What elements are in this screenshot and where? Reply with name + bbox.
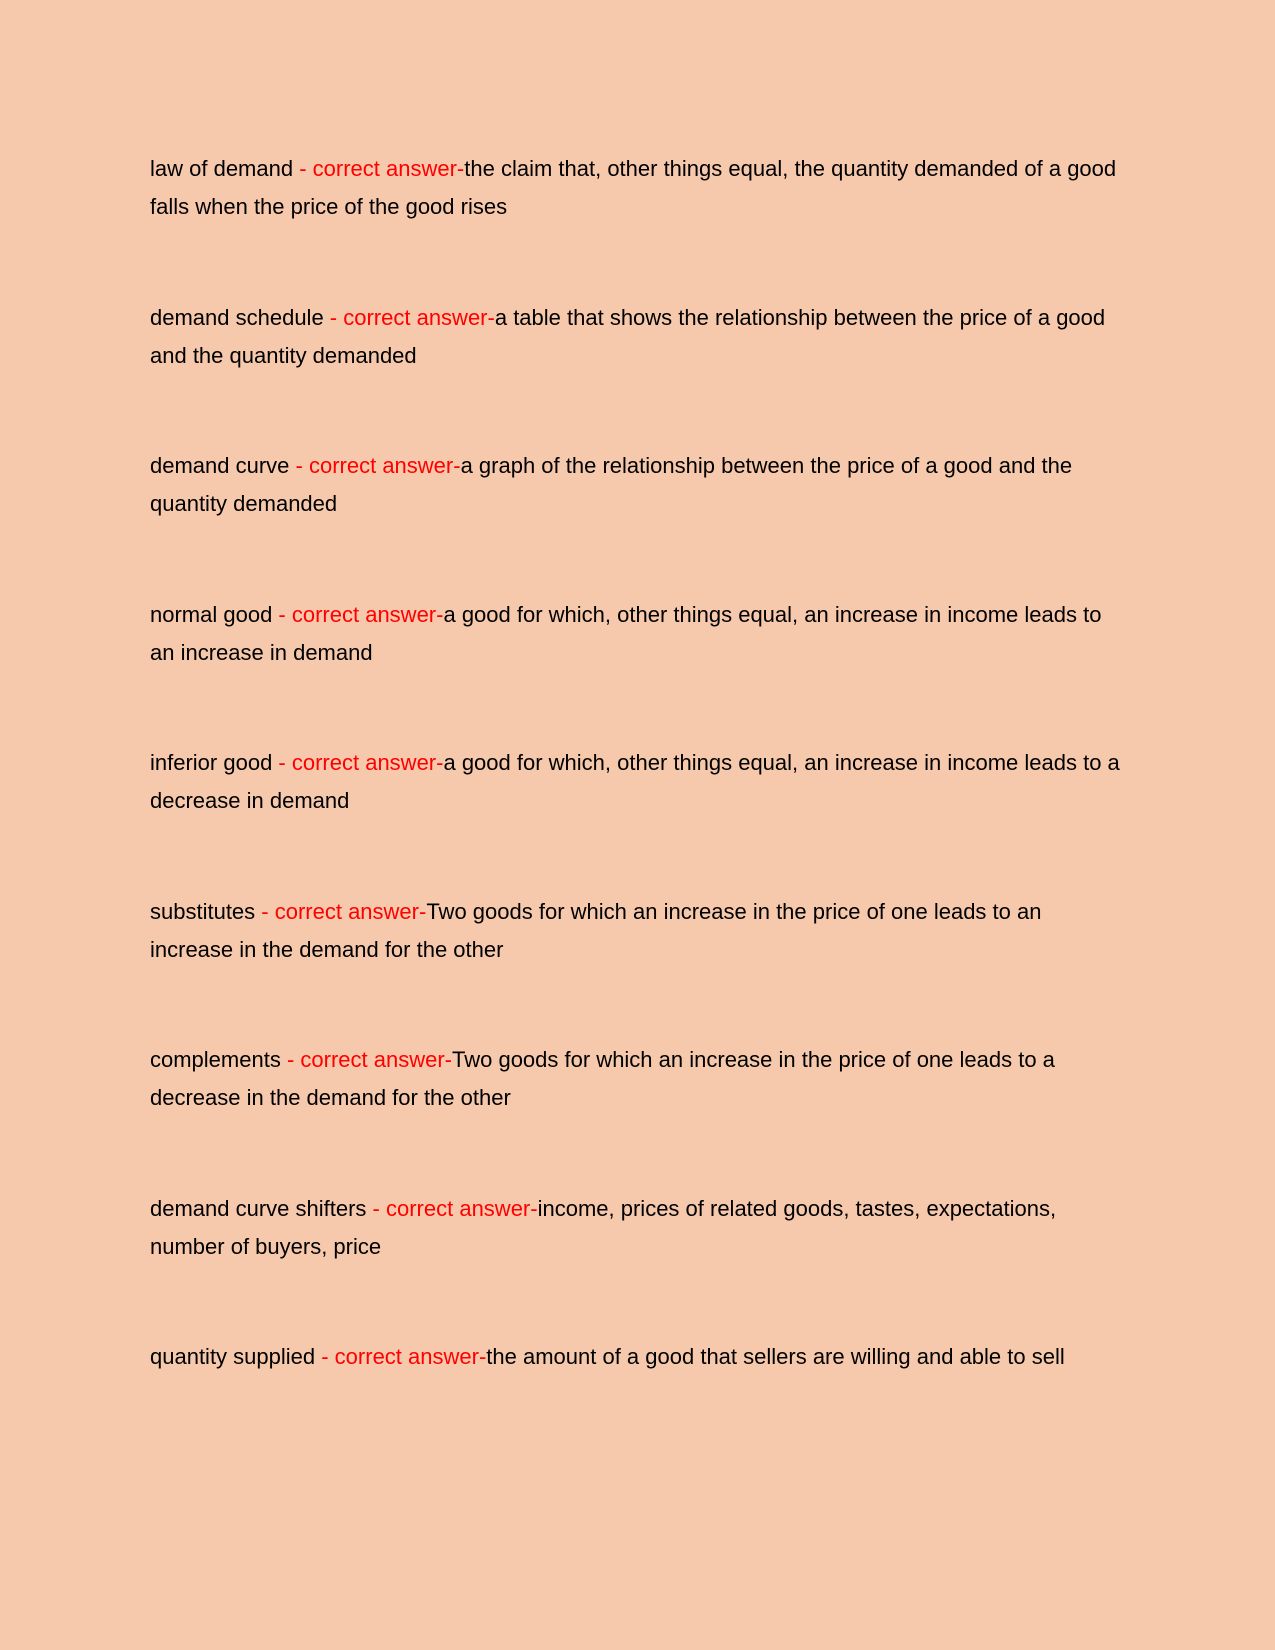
term: inferior good: [150, 750, 273, 775]
term: demand curve shifters: [150, 1195, 367, 1221]
term: substitutes: [150, 898, 256, 924]
term: demand curve: [150, 453, 290, 478]
answer-separator: - correct answer-: [366, 1195, 538, 1221]
answer-separator: - correct answer-: [293, 156, 465, 181]
definition: income, prices of related goods, tastes, expectations, number of buyers, price: [150, 1195, 1057, 1259]
definition: the amount of a good that sellers are willing and able to sell: [486, 1344, 1065, 1369]
entry-demand-curve: [150, 447, 1125, 596]
flashcard-list: [150, 150, 1125, 1487]
term: demand schedule: [150, 304, 324, 330]
answer-separator: - correct answer-: [272, 750, 444, 775]
definition: a graph of the relationship between the price of a good and the quantity demanded: [150, 453, 1073, 516]
answer-separator: - correct answer-: [323, 304, 495, 330]
entry-quantity-supplied: [150, 1338, 1125, 1487]
entry-demand-curve-shifters: [150, 1190, 1125, 1339]
answer-separator: - correct answer-: [289, 453, 461, 478]
entry-substitutes: [150, 893, 1125, 1042]
answer-separator: - correct answer-: [315, 1344, 487, 1369]
answer-separator: - correct answer-: [255, 898, 427, 924]
term: quantity supplied: [150, 1344, 316, 1369]
definition: a good for which, other things equal, an increase in income leads to a decrease in demand: [150, 750, 1120, 813]
definition: Two goods for which an increase in the price of one leads to a decrease in the demand for the other: [150, 1047, 1055, 1110]
answer-separator: - correct answer-: [272, 601, 444, 627]
definition: a table that shows the relationship between the price of a good and the quantity demanded: [150, 304, 1106, 368]
entry-law-of-demand: [150, 150, 1125, 299]
entry-demand-schedule: [150, 299, 1125, 448]
term: normal good: [150, 601, 273, 627]
definition: Two goods for which an increase in the price of one leads to an increase in the demand for the other: [150, 898, 1042, 962]
entry-inferior-good: [150, 744, 1125, 893]
definition: a good for which, other things equal, an increase in income leads to an increase in demand: [150, 601, 1102, 665]
term: complements: [150, 1047, 281, 1072]
answer-separator: - correct answer-: [280, 1047, 452, 1072]
term: law of demand: [150, 156, 294, 181]
entry-normal-good: [150, 596, 1125, 745]
entry-complements: [150, 1041, 1125, 1190]
definition: the claim that, other things equal, the quantity demanded of a good falls when the price of the good rises: [150, 156, 1117, 219]
